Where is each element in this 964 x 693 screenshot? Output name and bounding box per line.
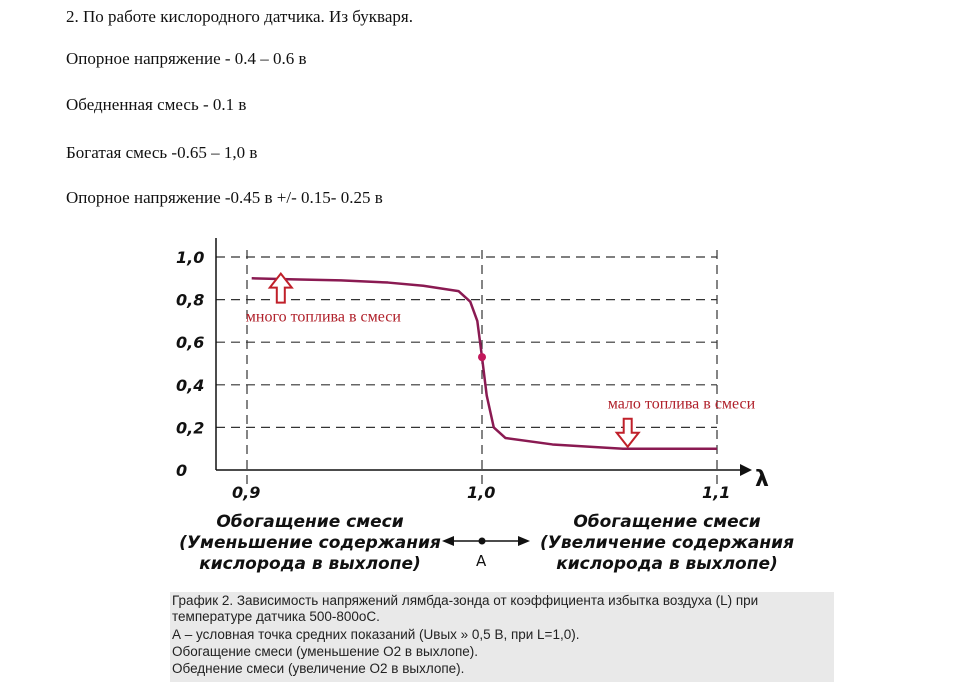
arrow-down-icon bbox=[617, 419, 639, 447]
x-axis-arrow-icon bbox=[740, 464, 752, 476]
left-caption-line-1: (Уменьшение содержания bbox=[179, 533, 441, 553]
y-tick-label-5: 0 bbox=[176, 461, 188, 480]
chart-series bbox=[252, 278, 717, 448]
doc-line-rich-mixture: Богатая смесь -0.65 – 1,0 в bbox=[66, 143, 258, 162]
y-tick-label-2: 0,6 bbox=[176, 333, 205, 353]
x-axis-label: λ bbox=[755, 467, 769, 492]
x-tick-label-2: 1,1 bbox=[702, 483, 731, 502]
annotation-lean: мало топлива в смеси bbox=[607, 395, 756, 413]
doc-line-reference-voltage-2: Опорное напряжение -0.45 в +/- 0.15- 0.25 в bbox=[66, 188, 383, 207]
figure-caption bbox=[170, 592, 834, 682]
point-a-marker bbox=[478, 353, 486, 361]
left-caption-line-0: Обогащение смеси bbox=[216, 512, 404, 532]
point-a-label: A bbox=[476, 552, 487, 570]
arrow-left-icon bbox=[442, 536, 454, 546]
series-line-0 bbox=[252, 278, 717, 448]
doc-heading: 2. По работе кислородного датчика. Из букваря. bbox=[66, 7, 413, 26]
right-caption-line-0: Обогащение смеси bbox=[573, 512, 761, 532]
point-a-axis-marker bbox=[479, 538, 486, 545]
caption-line-2: температуре датчика 500-800оС. bbox=[172, 609, 380, 624]
chart-ticks bbox=[176, 248, 730, 502]
chart-axes bbox=[216, 238, 769, 492]
caption-line-3: А – условная точка средних показаний (Uвых » 0,5 В, при L=1,0). bbox=[172, 627, 580, 642]
x-tick-label-1: 1,0 bbox=[467, 483, 496, 502]
y-tick-label-0: 1,0 bbox=[176, 248, 205, 267]
y-tick-label-1: 0,8 bbox=[176, 290, 205, 310]
caption-line-4: Обогащение смеси (уменьшение O2 в выхлопе). bbox=[172, 644, 479, 659]
doc-line-lean-mixture: Обедненная смесь - 0.1 в bbox=[66, 95, 247, 114]
right-caption-line-1: (Увеличение содержания bbox=[540, 533, 794, 553]
left-caption-line-2: кислорода в выхлопе) bbox=[199, 554, 421, 574]
x-tick-label-0: 0,9 bbox=[232, 483, 261, 502]
doc-line-reference-voltage: Опорное напряжение - 0.4 – 0.6 в bbox=[66, 49, 307, 68]
y-tick-label-3: 0,4 bbox=[176, 375, 205, 395]
right-caption-line-2: кислорода в выхлопе) bbox=[556, 554, 778, 574]
annotation-rich: много топлива в смеси bbox=[245, 308, 401, 326]
caption-line-5: Обеднение смеси (увеличение O2 в выхлопе). bbox=[172, 661, 465, 676]
caption-line-1: График 2. Зависимость напряжений лямбда-зонда от коэффициента избытка воздуха (L) при bbox=[172, 593, 759, 608]
arrow-right-icon bbox=[518, 536, 530, 546]
chart-captions bbox=[179, 512, 794, 574]
y-tick-label-4: 0,2 bbox=[176, 418, 205, 438]
